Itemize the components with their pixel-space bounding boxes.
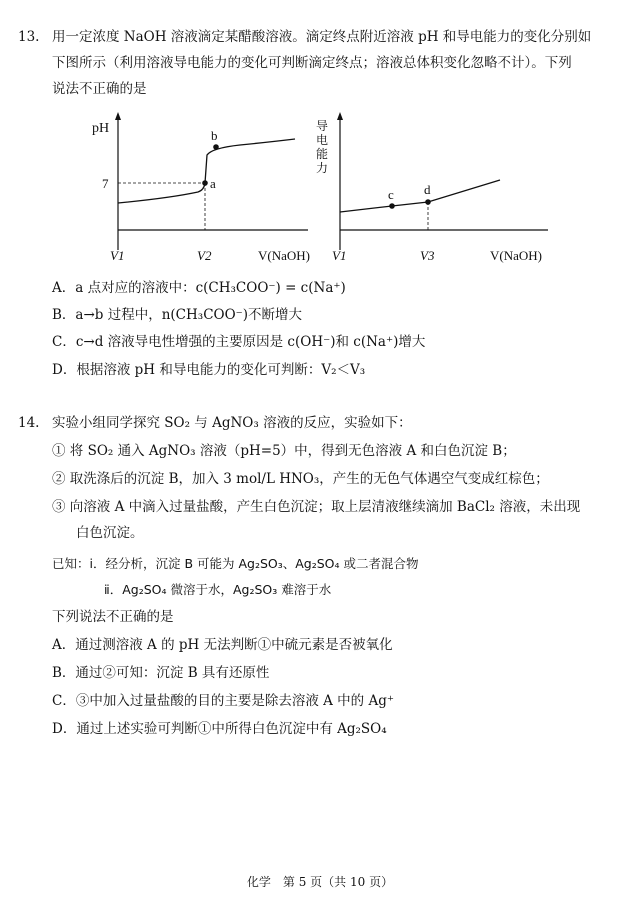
q13-option-a: A．a 点对应的溶液中：c(CH₃COO⁻) = c(Na⁺) — [52, 280, 346, 296]
page-footer: 化学 第 5 页（共 10 页） — [246, 875, 394, 889]
q14-option-b: B．通过②可知：沉淀 B 具有还原性 — [52, 665, 270, 681]
q14-option-d: D．通过上述实验可判断①中所得白色沉淀中有 Ag₂SO₄ — [52, 721, 387, 737]
ph-tick-7: 7 — [102, 176, 109, 191]
q14-stem: 实验小组同学探究 SO₂ 与 AgNO₃ 溶液的反应，实验如下： — [52, 415, 412, 431]
x-axis-label: V(NaOH) — [258, 248, 310, 263]
x-v1-label: V1 — [110, 248, 125, 263]
q13-option-b: B．a→b 过程中，n(CH₃COO⁻)不断增大 — [52, 307, 303, 323]
q14-number: 14. — [18, 415, 40, 431]
q13-stem-line2: 下图所示（利用溶液导电能力的变化可判断滴定终点；溶液总体积变化忽略不计）。下列 — [52, 55, 572, 71]
point-d-label: d — [424, 182, 431, 197]
q13-stem-line1: 用一定浓度 NaOH 溶液滴定某醋酸溶液。滴定终点附近溶液 pH 和导电能力的变化分别如 — [52, 29, 592, 45]
ph-axis-label: pH — [92, 121, 110, 136]
x-v2-label: V2 — [197, 248, 212, 263]
q14-step-3-cont: 白色沉淀。 — [76, 525, 144, 541]
q13-option-c: C．c→d 溶液导电性增强的主要原因是 c(OH⁻)和 c(Na⁺)增大 — [52, 334, 426, 350]
point-a-label: a — [210, 176, 216, 191]
q13-number: 13. — [18, 29, 40, 45]
x-v1-label-2: V1 — [332, 248, 347, 263]
q14-option-c: C．③中加入过量盐酸的目的主要是除去溶液 A 中的 Ag⁺ — [52, 693, 394, 709]
q13-option-d: D．根据溶液 pH 和导电能力的变化可判断：V₂＜V₃ — [52, 362, 366, 378]
conductivity-axis-label: 导电能力 — [316, 119, 329, 175]
q14-known-2: ⅱ．Ag₂SO₄ 微溶于水，Ag₂SO₃ 难溶于水 — [104, 582, 332, 597]
x-axis-label-2: V(NaOH) — [490, 248, 542, 263]
q14-step-2: ② 取洗涤后的沉淀 B，加入 3 mol/L HNO₃，产生的无色气体遇空气变成红棕色； — [52, 471, 549, 487]
q14-option-a: A．通过测溶液 A 的 pH 无法判断①中硫元素是否被氧化 — [52, 637, 393, 653]
point-c-label: c — [388, 187, 394, 202]
q14-step-3: ③ 向溶液 A 中滴入过量盐酸，产生白色沉淀；取上层清液继续滴加 BaCl₂ 溶液，未出现 — [52, 499, 581, 515]
q14-prompt: 下列说法不正确的是 — [52, 609, 174, 625]
q14-known-1: 已知：ⅰ．经分析，沉淀 B 可能为 Ag₂SO₃、Ag₂SO₄ 或二者混合物 — [52, 556, 419, 571]
point-b-label: b — [211, 128, 218, 143]
x-v3-label: V3 — [420, 248, 435, 263]
conductivity-graph — [310, 110, 560, 270]
q14-step-1: ① 将 SO₂ 通入 AgNO₃ 溶液（pH=5）中，得到无色溶液 A 和白色沉淀 B； — [52, 443, 516, 459]
ph-titration-graph — [80, 110, 320, 270]
q13-stem-line3: 说法不正确的是 — [52, 81, 147, 97]
